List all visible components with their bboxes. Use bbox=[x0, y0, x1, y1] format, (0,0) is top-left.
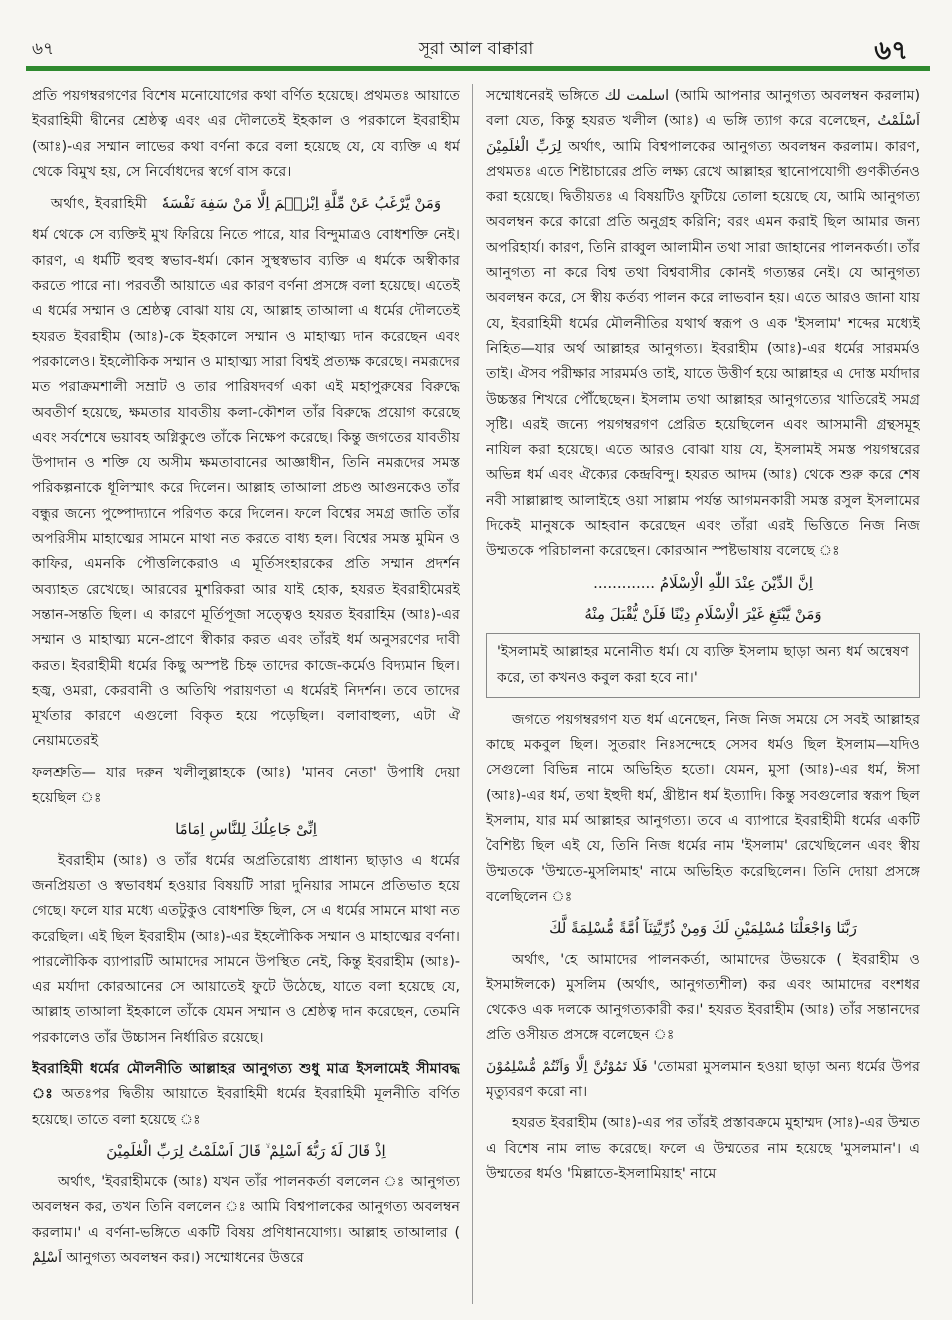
page-header bbox=[0, 0, 952, 70]
page-number-right: ৬৭ bbox=[874, 36, 908, 66]
section-heading: ইবরাহিমী ধর্মের মৌলনীতি আল্লাহর আনুগত্য শুধু মাত্র ইসলামেই সীমাবদ্ধ ঃ bbox=[32, 1060, 460, 1103]
arabic-verse bbox=[32, 191, 460, 217]
translation-box bbox=[486, 633, 920, 698]
arabic-verse: وَمَنْ يَّبْتَغِ غَيْرَ الْاِسْلَامِ دِيْنًا فَلَنْ يُّقْبَلَ مِنْهُ bbox=[584, 604, 822, 623]
paragraph: ইবরাহীম (আঃ) ও তাঁর ধর্মের অপ্রতিরোধ্য প্রাধান্য ছাড়াও এ ধর্মের জনপ্রিয়তা ও স্বভাবধর্ম হওয়ার বিষয়টি সারা দুনিয়ার সামনে প্রতিভাত হয়ে গেছে। ফলে যার মধ্যে এতটুকুও বোধশক্তি ছিল, সে এ ধর্মের সামনে মাথা নত করেছিল। এই ছিল ইবরাহীম (আঃ)-এর ইহলৌকিক সম্মান ও মাহাত্মের বর্ণনা। পারলৌকিক ব্যাপারটি আমাদের সামনে উপস্থিত নেই, কিন্তু ইবরাহীম (আঃ)-এর মর্যাদা কোরআনের সে আয়াতেই ফুটে উঠেছে, যাতে বলা হয়েছে যে, আল্লাহ তাআলা ইহকালে তাঁকে যেমন সম্মান ও শ্রেষ্ঠত্ব দান করেছেন, তেমনি পরকালেও তাঁর উচ্চাসন নির্ধারিত রয়েছে। bbox=[32, 852, 460, 1046]
paragraph: ধর্ম থেকে সে ব্যক্তিই মুখ ফিরিয়ে নিতে পারে, যার বিন্দুমাত্রও বোধশক্তি নেই। কারণ, এ ধর্মটি হুবহু স্বভাব-ধর্ম। কোন সুস্থস্বভাব ব্যক্তি এ ধর্মকে অস্বীকার করতে পারে না। পরবর্তী আয়াতে এর কারণ বর্ণনা প্রসঙ্গে বলা হয়েছে। এতেই এ ধর্মের সম্মান ও শ্রেষ্ঠত্ব বোঝা যায় যে, আল্লাহ তাআলা এ ধর্মের দৌলতেই হযরত ইবরাহীম (আঃ)-কে ইহকালে সম্মান ও মাহাত্ম্য দান করেছেন এবং পরকালেও। ইহলৌকিক সম্মান ও মাহাত্ম্য সারা বিশ্বই প্রত্যক্ষ করেছে। নমরূদের মত পরাক্রমশালী সম্রাট ও তার পারিষদবর্গ একা এই মহাপুরুষের বিরুদ্ধে অবতীর্ণ হয়েছে, ক্ষমতার যাবতীয় কলা-কৌশল তাঁর বিরুদ্ধে প্রয়োগ করেছে এবং সর্বশেষে ভয়াবহ অগ্নিকুণ্ডে তাঁকে নিক্ষেপ করেছে। কিন্তু জগতের যাবতীয় উপাদান ও শক্তি যে অসীম ক্ষমতাবানের আজ্ঞাধীন, তিনি নমরূদের সমস্ত পরিকল্পনাকে ধূলিস্মাৎ করে দিলেন। আল্লাহ তাআলা প্রচণ্ড আগুনকেও তাঁর বন্ধুর জন্যে পুষ্পোদ্যানে পরিণত করে দিলেন। ফলে বিশ্বের সমগ্র জাতি তাঁর অপরিসীম মাহাত্মের সামনে মাথা নত করতে বাধ্য হল। বিশ্বের সমস্ত মুমিন ও কাফির, এমনকি পৌত্তলিকেরাও এ মূর্তিসংহারকের প্রতি সম্মান প্রদর্শন অব্যাহত রেখেছে। আরবের মুশরিকরা আর যাই হোক, হযরত ইবরাহীমেরই সন্তান-সন্ততি ছিল। এ কারণে মূর্তিপূজা সত্ত্বেও হযরত ইবরাহিম (আঃ)-এর সম্মান ও মাহাত্ম্য মনে-প্রাণে স্বীকার করত এবং তাঁরই ধর্ম অনুসরণের দাবী করত। ইবরাহীমী ধর্মের কিছু অস্পষ্ট চিহ্ন তাদের কাজে-কর্মেও বিদ্যমান ছিল। হজ্ব, ওমরা, কেরবানী ও অতিথি পরায়ণতা এ ধর্মেরই নিদর্শন। তবে তাদের মূর্খতার কারণে এগুলো বিকৃত হয়ে পড়েছিল। বলাবাহুল্য, এটা ঐ নেয়ামতেরই bbox=[32, 227, 460, 750]
left-column bbox=[32, 84, 460, 1304]
header-rule bbox=[26, 66, 930, 71]
arabic-text: وَمَنْ يَّرْغَبُ عَنْ مِّلَّةِ اِبْرٰهٖمَ اِلَّا مَنْ سَفِهَ نَفْسَهٗ bbox=[161, 194, 442, 213]
translation-text: 'তোমরা মুসলমান হওয়া ছাড়া অন্য ধর্মের উপর মৃত্যুবরণ করো না। bbox=[486, 1058, 920, 1100]
paragraph: ফলশ্রুতি— যার দরুন খলীলুল্লাহকে (আঃ) 'মানব নেতা' উপাধি দেয়া হয়েছিল ঃ bbox=[32, 764, 460, 807]
arabic-verse: اِنِّىْ جَاعِلُكَ لِلنَّاسِ اِمَامًا bbox=[175, 820, 317, 839]
section-heading-paragraph bbox=[32, 1057, 460, 1133]
verse-translation-lead: অর্থাৎ, ইবরাহিমী bbox=[50, 196, 148, 213]
right-column bbox=[486, 84, 920, 1304]
chapter-title: সূরা আল বাক্বারা bbox=[418, 39, 534, 59]
arabic-verse: رَبَّنَا وَاجْعَلْنَا مُسْلِمَيْنِ لَكَ وَمِنْ ذُرِّيَّتِنَآ اُمَّةً مُّسْلِمَةً لَّكَ bbox=[549, 919, 857, 938]
arabic-verse bbox=[486, 571, 920, 596]
arabic-text: فَلَا تَمُوْتُنَّ اِلَّا وَاَنْتُمْ مُّسْلِمُوْنَ bbox=[486, 1058, 648, 1075]
paragraph: অর্থাৎ, 'হে আমাদের পালনকর্তা, আমাদের উভয়কে ( ইবরাহীম ও ইসমাঈলকে) মুসলিম (অর্থাৎ, আনুগত্যশীল) কর এবং আমাদের বংশধর থেকেও এক দলকে আনুগত্যকারী কর।' হযরত ইবরাহীম (আঃ) তাঁর সন্তানদের প্রতি ওসীয়ত প্রসঙ্গে বলেছেন ঃ bbox=[486, 951, 920, 1044]
section-heading-rest: অতঃপর দ্বিতীয় আয়াতে ইবরাহিমী ধর্মের ইবরাহিমী মূলনীতি বর্ণিত হয়েছে। তাতে বলা হয়েছে ঃ bbox=[32, 1086, 460, 1128]
verse-paragraph bbox=[486, 1055, 920, 1106]
translation-text: 'ইসলামই আল্লাহর মনোনীত ধর্ম। যে ব্যক্তি ইসলাম ছাড়া অন্য ধর্ম অন্বেষণ করে, তা কখনও কবুল করা হবে না।' bbox=[497, 644, 909, 686]
paragraph: জগতে পয়গম্বরগণ যত ধর্ম এনেছেন, নিজ নিজ সময়ে সে সবই আল্লাহর কাছে মকবুল ছিল। সুতরাং নিঃসন্দেহে সেসব ধর্মও ছিল ইসলাম—যদিও সেগুলো বিভিন্ন নামে অভিহিত হতো। যেমন, মুসা (আঃ)-এর ধর্ম, ঈসা (আঃ)-এর ধর্ম, তথা ইহুদী ধর্ম, খ্রীষ্টান ধর্ম ইত্যাদি। কিন্তু সবগুলোর স্বরূপ ছিল ইসলাম, যার মর্ম আল্লাহর আনুগত্য। তবে এ ব্যাপারে ইবরাহীমী ধর্মের একটি বৈশিষ্ট্য ছিল এই যে, তিনি নিজ ধর্মের নাম 'ইসলাম' রেখেছিলেন এবং স্বীয় উম্মতকে 'উম্মতে-মুসলিমাহ' নামে অভিহিত করেছিলেন। তিনি দোয়া প্রসঙ্গে বলেছিলেন ঃ bbox=[486, 711, 920, 905]
ellipsis: ............. bbox=[593, 573, 656, 592]
paragraph: প্রতি পয়গম্বরগণের বিশেষ মনোযোগের কথা বর্ণিত হয়েছে। প্রথমতঃ আয়াতে ইবরাহিমী দ্বীনের শ্রেষ্ঠত্ব এবং এর দৌলতেই ইহকাল ও পরকালে ইবরাহীম (আঃ)-এর সম্মান লাভের কথা বর্ণনা করে বলা হয়েছে যে, যে ব্যক্তি এ ধর্ম থেকে বিমুখ হয়, সে নির্বোধদের স্বর্গে বাস করে। bbox=[32, 88, 460, 180]
arabic-verse: اِذْ قَالَ لَهٗ رَبُّهٗٓ اَسْلِمْ ۙ قَالَ اَسْلَمْتُ لِرَبِّ الْعٰلَمِيْنَ bbox=[106, 1141, 386, 1160]
paragraph: অর্থাৎ, 'ইবরাহীমকে (আঃ) যখন তাঁর পালনকর্তা বললেন ঃ আনুগত্য অবলম্বন কর, তখন তিনি বললেন ঃ আমি বিশ্বপালকের আনুগত্য অবলম্বন করলাম।' এ বর্ণনা-ভঙ্গিতে একটি বিষয় প্রণিধানযোগ্য। আল্লাহ তাআলার ( اَسْلِمْ আনুগত্য অবলম্বন কর।) সম্মোধনের উত্তরে bbox=[32, 1174, 460, 1267]
arabic-text: اِنَّ الدِّيْنَ عِنْدَ اللّٰهِ الْاِسْلَامُ bbox=[659, 573, 813, 592]
page-number-left: ৬৭ bbox=[32, 39, 55, 59]
paragraph: হযরত ইবরাহীম (আঃ)-এর পর তাঁরই প্রস্তাবক্রমে মুহাম্মদ (সাঃ)-এর উম্মত এ বিশেষ নাম লাভ করেছে। ফলে এ উম্মতের নাম হয়েছে 'মুসলমান'। এ উম্মতের ধর্মও 'মিল্লাতে-ইসলামিয়াহ' নামে bbox=[486, 1115, 920, 1182]
paragraph: সম্মোধনেরই ভঙ্গিতে اسلمت لك (আমি আপনার আনুগত্য অবলম্বন করলাম) বলা যেত, কিন্তু হযরত খলীল (আঃ) এ ভঙ্গি ত্যাগ করে বলেছেন, اَسْلَمْتُ لِرَبِّ الْعٰلَمِيْنَ অর্থাৎ, আমি বিশ্বপালকের আনুগত্য অবলম্বন করলাম। কারণ, প্রথমতঃ এতে শিষ্টাচারের প্রতি লক্ষ্য রেখে আল্লাহর স্থানোপযোগী গুণকীর্তনও করা হয়েছে। দ্বিতীয়তঃ এ বিষয়টিও ফুটিয়ে তোলা হয়েছে যে, আমি আনুগত্য অবলম্বন করে কারো প্রতি অনুগ্রহ করিনি; বরং এমন করাই ছিল আমার জন্য অপরিহার্য। কারণ, তিনি রাব্বুল আলামীন তথা সারা জাহানের পালনকর্তা। তাঁর আনুগত্য না করে বিশ্ব তথা বিশ্ববাসীর কোনই গত্যন্তর নেই। যে আনুগত্য অবলম্বন করে, সে স্বীয় কর্তব্য পালন করে লাভবান হয়। এতে আরও জানা যায় যে, ইবরাহিমী ধর্মের মৌলনীতির যথার্থ স্বরূপ ও এক 'ইসলাম' শব্দের মধ্যেই নিহিত—যার অর্থ আল্লাহর আনুগত্য। ইবরাহীম (আঃ)-এর ধর্মের সারমর্মও তাই। ঐসব পরীক্ষার সারমর্মও তাই, যাতে উত্তীর্ণ হয়ে আল্লাহর এ দোস্ত মর্যাদার উচ্চস্তর শিখরে পৌঁছেছেন। ইসলাম তথা আল্লাহর আনুগত্যের খাতিরেই সমগ্র সৃষ্টি। এরই জন্যে পয়গম্বরগণ প্রেরিত হয়েছিলেন এবং আসমানী গ্রন্থসমূহ নাযিল করা হয়েছে। এতে আরও বোঝা যায় যে, ইসলামই সমস্ত পয়গম্বরের অভিন্ন ধর্ম এবং ঐক্যের কেন্দ্রবিন্দু। হযরত আদম (আঃ) থেকে শুরু করে শেষ নবী সাল্লাল্লাহু আলাইহে ওয়া সাল্লাম পর্যন্ত আগমনকারী সমস্ত রসুল ইসলামের দিকেই মানুষকে আহবান করেছেন এবং তাঁরা এরই ভিত্তিতে নিজ নিজ উম্মতকে পরিচালনা করেছেন। কোরআন স্পষ্টভাষায় বলেছে ঃ bbox=[486, 88, 920, 560]
column-divider bbox=[472, 84, 473, 1304]
